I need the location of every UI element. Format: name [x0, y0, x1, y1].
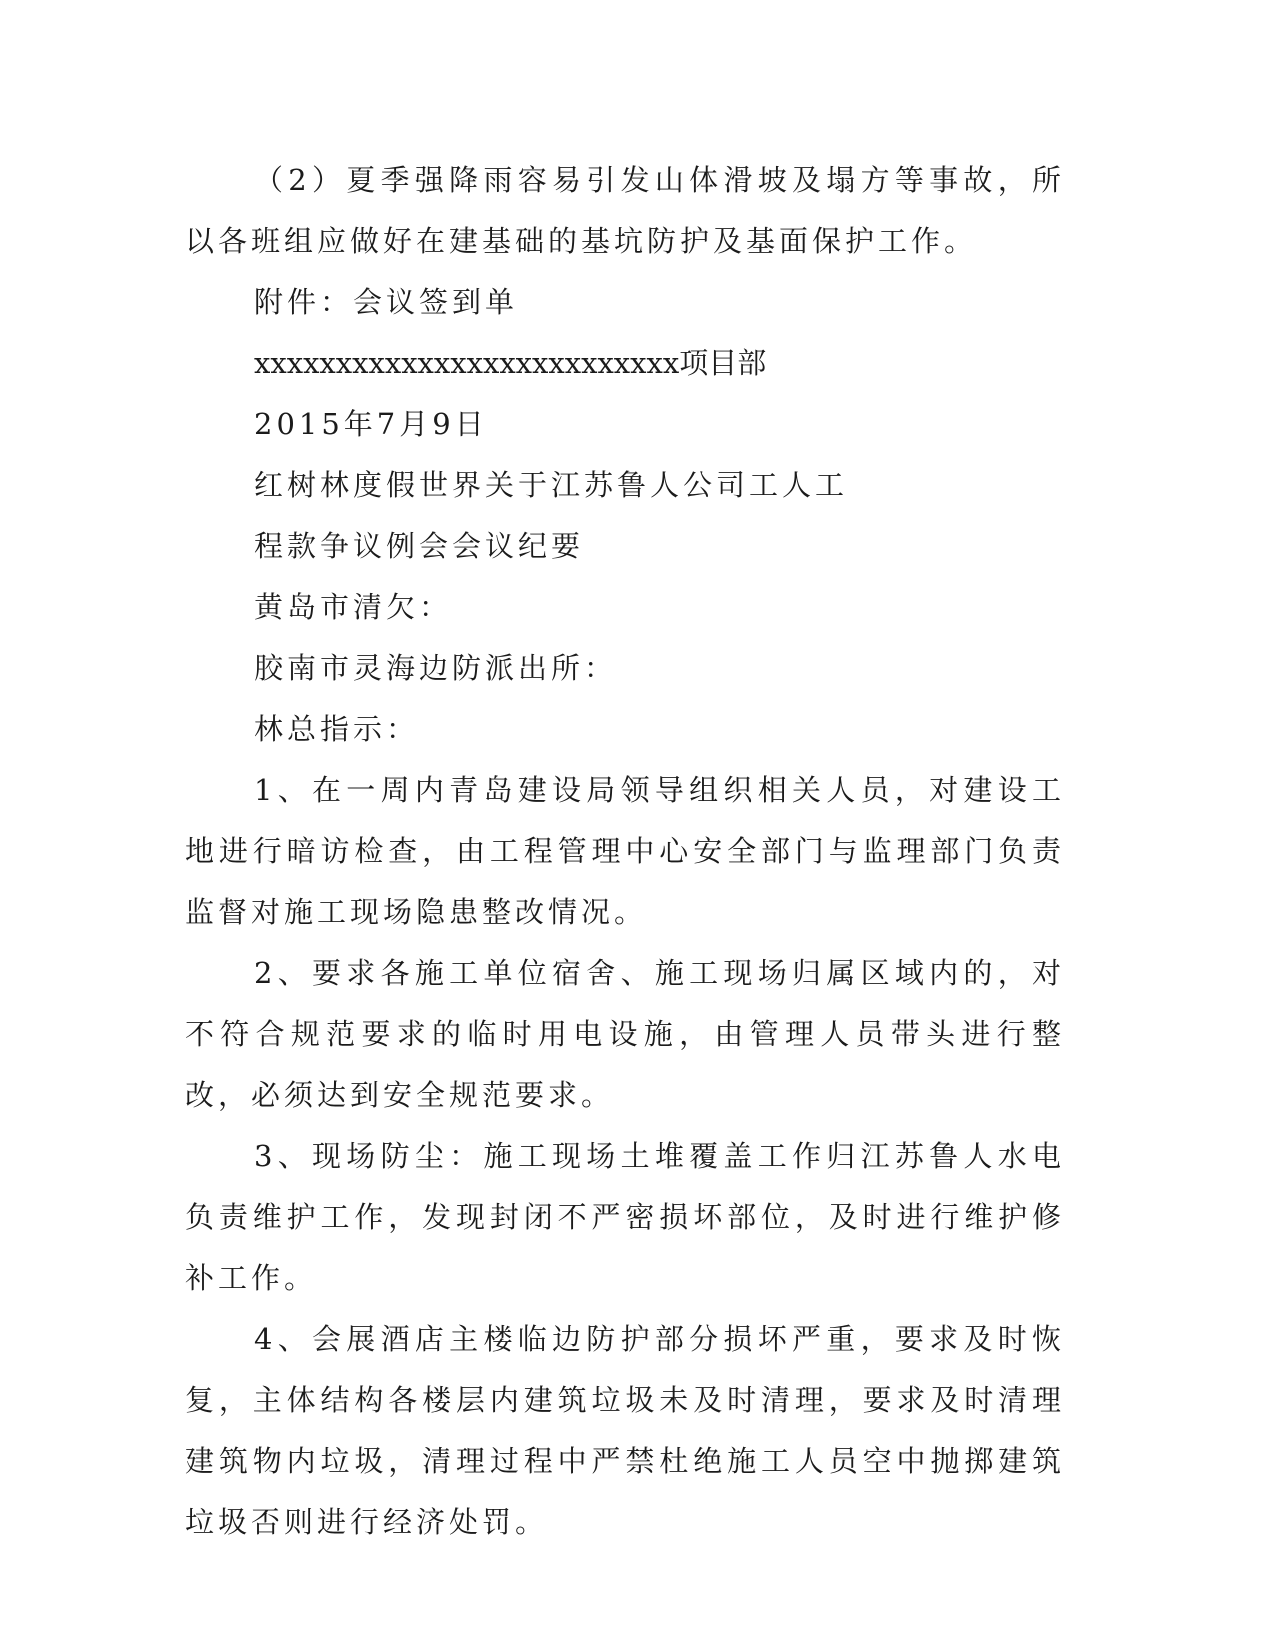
attachment-line: 附件：会议签到单 — [254, 285, 519, 319]
meeting-title-line-2: 程款争议例会会议纪要 — [254, 529, 585, 563]
attendee-huangdao: 黄岛市清欠： — [254, 590, 453, 624]
project-department-line: xxxxxxxxxxxxxxxxxxxxxxxxxx项目部 — [254, 346, 767, 380]
instruction-item-3: 3、现场防尘：施工现场土堆覆盖工作归江苏鲁人水电负责维护工作，发现封闭不严密损坏部位，及时进行维护修补工作。 — [185, 1139, 1065, 1295]
paragraph-rainfall-safety: （2）夏季强降雨容易引发山体滑坡及塌方等事故，所以各班组应做好在建基础的基坑防护及基面保护工作。 — [185, 163, 1065, 258]
attendee-border-police: 胶南市灵海边防派出所： — [254, 651, 618, 685]
instructions-heading: 林总指示： — [254, 712, 420, 746]
instruction-item-4: 4、会展酒店主楼临边防护部分损坏严重，要求及时恢复，主体结构各楼层内建筑垃圾未及时清理，要求及时清理建筑物内垃圾，清理过程中严禁杜绝施工人员空中抛掷建筑垃圾否则进行经济处罚。 — [185, 1322, 1065, 1539]
date-line: 2015年7月9日 — [254, 407, 488, 441]
meeting-title-line-1: 红树林度假世界关于江苏鲁人公司工人工 — [254, 468, 849, 502]
instruction-item-2: 2、要求各施工单位宿舍、施工现场归属区域内的，对不符合规范要求的临时用电设施，由管理人员带头进行整改，必须达到安全规范要求。 — [185, 956, 1065, 1112]
document-body — [185, 150, 1065, 1553]
instruction-item-1: 1、在一周内青岛建设局领导组织相关人员，对建设工地进行暗访检查，由工程管理中心安全部门与监理部门负责监督对施工现场隐患整改情况。 — [185, 773, 1065, 929]
